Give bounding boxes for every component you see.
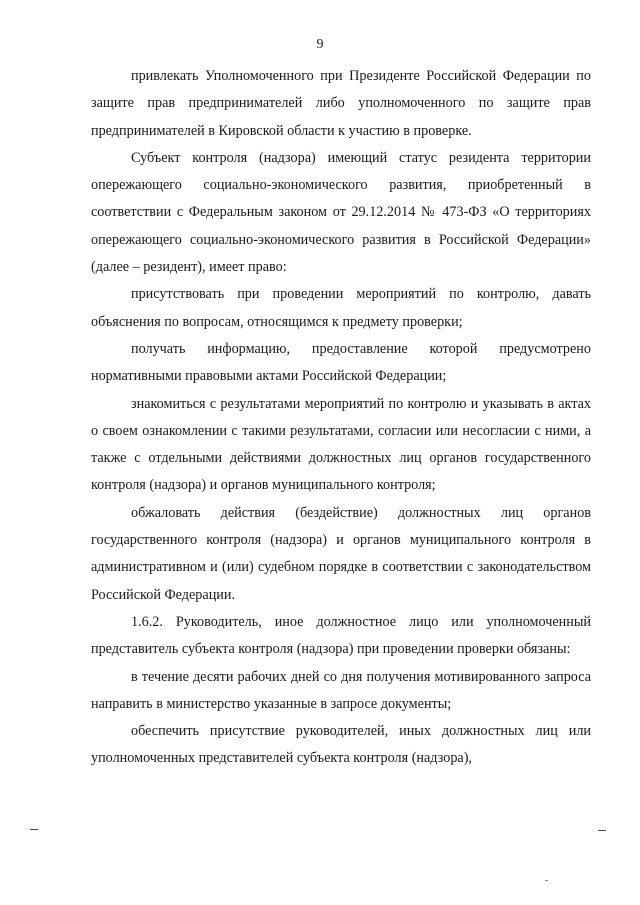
paragraph-duty-ensure-presence: обеспечить присутствие руководителей, иных должностных лиц или уполномоченных представителей субъекта контроля (надзора), — [91, 723, 591, 767]
paragraph-ombudsman-involvement: привлекать Уполномоченного при Президенте Российской Федерации по защите прав предпринимателей либо уполномоченного по защите прав предпринимателей в Кировской области к участию в проверке. — [91, 68, 591, 139]
right-margin-scan-mark — [598, 830, 606, 831]
paragraph-right-information: получать информацию, предоставление которой предусмотрено нормативными правовыми актами Российской Федерации; — [91, 340, 591, 385]
paragraph-resident-rights-intro: Субъект контроля (надзора) имеющий статус резидента территории опережающего социально-экономического развития, приобретенный в соответствии с Федеральным законом от 29.12.2014 № 473-ФЗ «О территориях опережающего социально-экономического развития в Российской Федерации» (далее – резидент), имеет право: — [91, 149, 591, 276]
page-number: 9 — [316, 37, 324, 52]
paragraph-section-1-6-2: 1.6.2. Руководитель, иное должностное лицо или уполномоченный представитель субъекта контроля (надзора) при проведении проверки обязаны: — [91, 613, 591, 658]
left-margin-scan-mark — [30, 829, 38, 830]
paragraph-right-appeal: обжаловать действия (бездействие) должностных лиц органов государственного контроля (надзора) и органов муниципального контроля в административном и (или) судебном порядке в соответствии с законодательством Российской Федерации. — [91, 504, 591, 603]
scan-speck — [545, 880, 548, 881]
paragraph-duty-submit-documents: в течение десяти рабочих дней со дня получения мотивированного запроса направить в министерство указанные в запросе документы; — [91, 668, 591, 712]
paragraph-right-attend: присутствовать при проведении мероприятий по контролю, давать объяснения по вопросам, относящимся к предмету проверки; — [91, 286, 591, 330]
paragraph-right-review-results: знакомиться с результатами мероприятий по контролю и указывать в актах о своем ознакомлении с такими результатами, согласии или несогласии с ними, а также с отдельными действиями должностных лиц органов государственного контроля (надзора) и органов муниципального контроля; — [91, 395, 591, 494]
document-body — [91, 63, 591, 773]
